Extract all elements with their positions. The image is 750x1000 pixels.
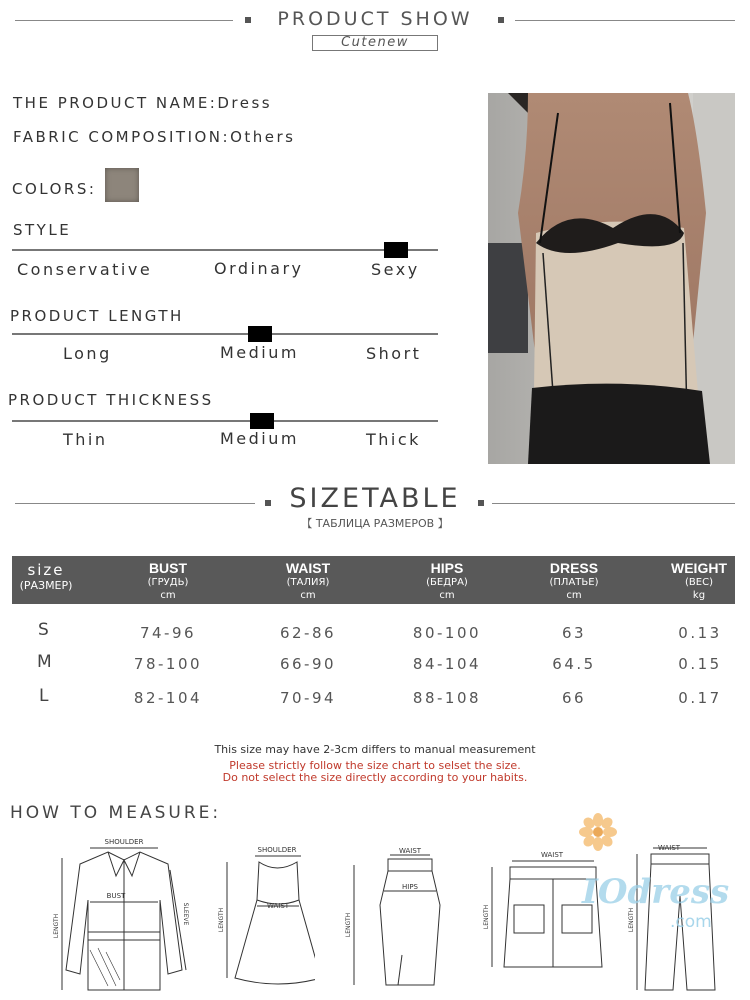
- cell-bust: 82-104: [133, 689, 203, 707]
- style-heading: STYLE: [13, 221, 72, 239]
- cell-weight: 0.15: [678, 655, 722, 673]
- col-dress: [534, 556, 614, 604]
- length-track: [12, 333, 438, 335]
- length-option-long: Long: [63, 344, 112, 363]
- col-dress-title: DRESS: [549, 560, 599, 576]
- dress-length-label: LENGTH: [218, 907, 225, 933]
- cell-weight: 0.13: [678, 624, 722, 642]
- shorts-waist-label: WAIST: [540, 851, 564, 859]
- cell-bust: 74-96: [139, 624, 197, 642]
- thickness-marker: [250, 413, 274, 429]
- note-habits: Do not select the size directly according to your habits.: [222, 771, 528, 784]
- col-waist-unit: cm: [300, 590, 316, 601]
- skirt-hips-label: HIPS: [402, 883, 418, 891]
- jacket-sleeve-label: SLEEVE: [182, 902, 189, 926]
- cell-hips: 88-108: [412, 689, 482, 707]
- skirt-measure-diagram: [340, 845, 450, 990]
- style-option-ordinary: Ordinary: [214, 259, 304, 278]
- row-size: L: [39, 686, 49, 706]
- col-weight-title: WEIGHT: [671, 560, 727, 576]
- col-bust-sub: (ГРУДЬ): [147, 577, 189, 588]
- thickness-track: [12, 420, 438, 422]
- dress-shoulder-label: SHOULDER: [257, 846, 297, 854]
- length-marker: [248, 326, 272, 342]
- product-photo: [488, 93, 735, 464]
- col-size: [12, 556, 80, 604]
- sizetable-header-bar: [12, 556, 735, 604]
- style-marker: [384, 242, 408, 258]
- color-swatch[interactable]: [105, 168, 139, 202]
- sizetable-subtitle: 【 ТАБЛИЦА РАЗМЕРОВ 】: [301, 517, 449, 530]
- cell-hips: 80-100: [412, 624, 482, 642]
- col-bust: [128, 556, 208, 604]
- cell-dress: 64.5: [552, 655, 596, 673]
- col-weight-sub: (ВЕС): [685, 577, 713, 588]
- col-bust-unit: cm: [160, 590, 176, 601]
- col-dress-unit: cm: [566, 590, 582, 601]
- skirt-waist-label: WAIST: [398, 847, 422, 855]
- shorts-measure-diagram: [478, 845, 618, 980]
- col-hips-title: HIPS: [430, 560, 464, 576]
- cell-waist: 66-90: [279, 655, 337, 673]
- cell-waist: 62-86: [279, 624, 337, 642]
- dress-waist-label: WAIST: [266, 902, 290, 910]
- thickness-option-thick: Thick: [366, 430, 421, 449]
- col-hips-unit: cm: [439, 590, 455, 601]
- watermark-flower-icon: [578, 812, 618, 852]
- jacket-bust-label: BUST: [106, 892, 126, 900]
- dress-measure-diagram: [215, 840, 315, 990]
- product-name: THE PRODUCT NAME:Dress: [13, 94, 273, 112]
- header-rule-right: [515, 20, 735, 21]
- col-bust-title: BUST: [148, 560, 188, 576]
- pants-waist-label: WAIST: [657, 844, 681, 852]
- watermark-brand: IOdress: [582, 872, 730, 912]
- cell-bust: 78-100: [133, 655, 203, 673]
- jacket-measure-diagram: [50, 830, 200, 992]
- sizetable-dot-left: [265, 500, 271, 506]
- sizetable-rule-right: [492, 503, 735, 504]
- cell-dress: 66: [561, 689, 587, 707]
- length-option-medium: Medium: [220, 343, 299, 362]
- col-size-title: size: [27, 561, 65, 579]
- page-title: PRODUCT SHOW: [277, 8, 473, 30]
- sizetable-title: SIZETABLE: [289, 483, 461, 514]
- note-follow-chart: Please strictly follow the size chart to selset the size.: [229, 759, 521, 772]
- cell-weight: 0.17: [678, 689, 722, 707]
- style-option-sexy: Sexy: [371, 260, 420, 279]
- style-option-conservative: Conservative: [17, 260, 153, 279]
- cell-dress: 63: [561, 624, 587, 642]
- header-dot-left: [245, 17, 251, 23]
- row-size: S: [38, 620, 49, 640]
- sizetable-dot-right: [478, 500, 484, 506]
- header-rule-left: [15, 20, 233, 21]
- col-dress-sub: (ПЛАТЬЕ): [549, 577, 599, 588]
- col-waist: [268, 556, 348, 604]
- col-size-sub: (РАЗМЕР): [19, 579, 73, 592]
- col-hips-sub: (БЕДРА): [426, 577, 468, 588]
- colors-label: COLORS:: [12, 180, 97, 198]
- col-hips: [407, 556, 487, 604]
- length-heading: PRODUCT LENGTH: [10, 307, 184, 325]
- jacket-shoulder-label: SHOULDER: [104, 838, 144, 846]
- jacket-length-label: LENGTH: [53, 913, 60, 939]
- skirt-length-label: LENGTH: [345, 912, 352, 938]
- style-track: [12, 249, 438, 251]
- cell-waist: 70-94: [279, 689, 337, 707]
- fabric-composition: FABRIC COMPOSITION:Others: [13, 128, 296, 146]
- sizetable-rule-left: [15, 503, 255, 504]
- header-dot-right: [498, 17, 504, 23]
- shorts-length-label: LENGTH: [483, 904, 490, 930]
- row-size: M: [37, 652, 52, 672]
- thickness-heading: PRODUCT THICKNESS: [8, 391, 214, 409]
- note-measurement: This size may have 2-3cm differs to manual measurement: [214, 743, 536, 756]
- length-option-short: Short: [366, 344, 422, 363]
- col-waist-sub: (ТАЛИЯ): [286, 577, 330, 588]
- thickness-option-medium: Medium: [220, 429, 299, 448]
- pants-length-label: LENGTH: [628, 907, 635, 933]
- watermark-domain: .com: [670, 912, 712, 932]
- how-to-measure-heading: HOW TO MEASURE:: [10, 803, 222, 823]
- col-weight-unit: kg: [692, 590, 706, 601]
- col-waist-title: WAIST: [285, 560, 331, 576]
- col-weight: [662, 556, 736, 604]
- brand-name: Cutenew: [341, 35, 409, 50]
- thickness-option-thin: Thin: [63, 430, 108, 449]
- cell-hips: 84-104: [412, 655, 482, 673]
